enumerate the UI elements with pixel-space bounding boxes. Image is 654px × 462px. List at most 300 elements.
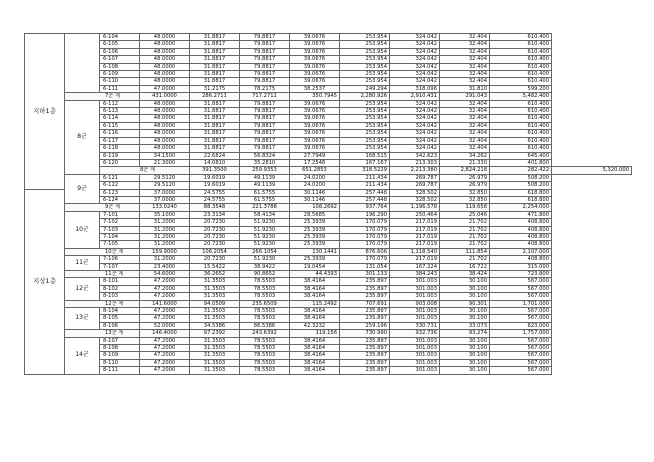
- table-cell: 39.0676: [290, 56, 340, 63]
- unit-id: 8-101: [100, 278, 140, 285]
- table-cell: 48.0000: [140, 145, 190, 152]
- table-cell: 38.4164: [290, 359, 340, 366]
- subtotal-cell: 221.3788: [240, 204, 290, 211]
- subtotal-cell: 282.422: [490, 167, 552, 174]
- table-cell: 39.0676: [290, 137, 340, 144]
- table-cell: 301.003: [390, 359, 440, 366]
- table-cell: 31.8817: [190, 100, 240, 107]
- table-row: [25, 285, 632, 292]
- table-cell: 48.0000: [140, 41, 190, 48]
- subtotal-cell: 651.2853: [290, 167, 340, 174]
- table-cell: 27.7949: [290, 152, 340, 159]
- table-cell: 196.290: [340, 211, 390, 218]
- table-cell: 235.897: [340, 345, 390, 352]
- table-row: [25, 226, 632, 233]
- subtotal-cell: 717.2711: [240, 93, 290, 100]
- table-cell: 47.2000: [140, 367, 190, 374]
- table-cell: 51.9230: [240, 241, 290, 248]
- table-cell: 47.2000: [140, 337, 190, 344]
- table-row: [25, 115, 632, 122]
- subtotal-cell: 932.736: [390, 330, 440, 337]
- table-cell: 24.5755: [190, 196, 240, 203]
- table-cell: 31.3503: [190, 315, 240, 322]
- group-label: 10군: [65, 211, 100, 248]
- subtotal-cell: 318.5229: [340, 167, 390, 174]
- table-cell: 21.3000: [140, 159, 190, 166]
- table-cell: 31.3503: [190, 352, 240, 359]
- unit-id: 6-114: [100, 115, 140, 122]
- unit-id: 6-111: [100, 85, 140, 92]
- table-cell: 48.0000: [140, 34, 190, 41]
- table-row: [25, 345, 632, 352]
- table-cell: 35.1000: [140, 211, 190, 218]
- table-cell: 610.400: [490, 71, 552, 78]
- subtotal-cell: 90.8652: [240, 271, 290, 278]
- table-cell: 31.8817: [190, 108, 240, 115]
- table-cell: 324.042: [390, 130, 440, 137]
- table-cell: 25.3939: [290, 256, 340, 263]
- table-cell: 167.224: [390, 263, 440, 270]
- table-cell: 328.502: [390, 196, 440, 203]
- table-cell: 48.0000: [140, 115, 190, 122]
- table-cell: 235.897: [340, 293, 390, 300]
- unit-id: 8-111: [100, 367, 140, 374]
- table-cell: 610.400: [490, 130, 552, 137]
- subtotal-cell: 93.274: [440, 330, 490, 337]
- table-cell: 30.100: [440, 278, 490, 285]
- table-cell: 25.046: [440, 211, 490, 218]
- table-cell: 217.019: [390, 219, 440, 226]
- table-cell: 78.5503: [240, 352, 290, 359]
- table-cell: 599.200: [490, 85, 552, 92]
- table-cell: 21.702: [440, 233, 490, 240]
- table-cell: 324.042: [390, 41, 440, 48]
- table-cell: 567.000: [490, 367, 552, 374]
- table-cell: 301.003: [390, 352, 440, 359]
- subtotal-cell: 2,280.926: [340, 93, 390, 100]
- table-row: [25, 278, 632, 285]
- floor-label: 지하1층: [25, 34, 65, 190]
- unit-id: 6-112: [100, 100, 140, 107]
- table-row: [25, 56, 632, 63]
- subtotal-cell: 2,107.000: [490, 248, 552, 255]
- table-cell: 38.4164: [290, 367, 340, 374]
- table-cell: 567.000: [490, 345, 552, 352]
- subtotal-row: [25, 167, 632, 174]
- table-row: [25, 41, 632, 48]
- table-cell: 324.042: [390, 137, 440, 144]
- subtotal-label: 11군 계: [65, 271, 140, 278]
- table-cell: 315.000: [490, 263, 552, 270]
- subtotal-cell: 291.043: [440, 93, 490, 100]
- table-cell: 86.5386: [240, 322, 290, 329]
- table-cell: 32.404: [440, 137, 490, 144]
- subtotal-row: [25, 248, 632, 255]
- table-cell: 249.294: [340, 85, 390, 92]
- table-cell: 31.3503: [190, 285, 240, 292]
- table-cell: 38.4164: [290, 352, 340, 359]
- table-cell: 49.1139: [240, 174, 290, 181]
- table-cell: 32.404: [440, 34, 490, 41]
- table-cell: 167.167: [340, 159, 390, 166]
- subtotal-cell: 286.2711: [190, 93, 240, 100]
- subtotal-cell: 937.764: [340, 204, 390, 211]
- table-cell: 567.000: [490, 278, 552, 285]
- table-cell: 567.000: [490, 315, 552, 322]
- subtotal-row: [25, 93, 632, 100]
- table-cell: 32.404: [440, 63, 490, 70]
- subtotal-cell: 5,482.400: [490, 93, 552, 100]
- table-cell: 235.897: [340, 367, 390, 374]
- subtotal-cell: 723.800: [490, 271, 552, 278]
- table-cell: 508.200: [490, 182, 552, 189]
- unit-id: 8-106: [100, 322, 140, 329]
- table-row: [25, 34, 632, 41]
- table-cell: 32.404: [440, 108, 490, 115]
- table-cell: 408.800: [490, 226, 552, 233]
- subtotal-cell: 108.2692: [290, 204, 340, 211]
- table-cell: 22.6824: [190, 152, 240, 159]
- table-cell: 47.2000: [140, 359, 190, 366]
- table-cell: 38.9422: [240, 263, 290, 270]
- table-cell: 48.0000: [140, 71, 190, 78]
- table-cell: 78.5503: [240, 337, 290, 344]
- unit-id: 8-104: [100, 308, 140, 315]
- table-cell: 35.2810: [240, 159, 290, 166]
- table-cell: 79.8817: [240, 145, 290, 152]
- table-cell: 31.8817: [190, 145, 240, 152]
- table-cell: 24.5755: [190, 189, 240, 196]
- table-cell: 610.400: [490, 122, 552, 129]
- table-cell: 47.2000: [140, 285, 190, 292]
- table-cell: 342.623: [390, 152, 440, 159]
- unit-id: 6-117: [100, 137, 140, 144]
- table-row: [25, 367, 632, 374]
- table-cell: 38.4164: [290, 337, 340, 344]
- table-cell: 623.000: [490, 322, 552, 329]
- table-cell: 408.800: [490, 256, 552, 263]
- subtotal-cell: 431.0000: [140, 93, 190, 100]
- subtotal-label: 12군 계: [65, 300, 140, 307]
- table-cell: 47.2000: [140, 278, 190, 285]
- table-cell: 31.8817: [190, 63, 240, 70]
- table-cell: 78.5503: [240, 293, 290, 300]
- subtotal-row: [25, 330, 632, 337]
- table-cell: 32.850: [440, 196, 490, 203]
- table-row: [25, 233, 632, 240]
- table-cell: 29.5120: [140, 174, 190, 181]
- subtotal-label: 7군 계: [65, 93, 140, 100]
- unit-id: 7-101: [100, 211, 140, 218]
- table-cell: 610.400: [490, 63, 552, 70]
- table-cell: 253.954: [340, 100, 390, 107]
- table-cell: 24.0200: [290, 174, 340, 181]
- subtotal-label: 9군 계: [65, 204, 140, 211]
- subtotal-cell: 2,213.380: [390, 167, 440, 174]
- table-cell: 131.054: [340, 263, 390, 270]
- unit-id: 6-120: [100, 159, 140, 166]
- table-cell: 48.0000: [140, 100, 190, 107]
- table-cell: 31.8817: [190, 122, 240, 129]
- table-cell: 253.954: [340, 137, 390, 144]
- table-cell: 79.8817: [240, 34, 290, 41]
- table-cell: 78.5503: [240, 308, 290, 315]
- table-cell: 610.400: [490, 115, 552, 122]
- table-cell: 32.404: [440, 100, 490, 107]
- table-cell: 38.4164: [290, 278, 340, 285]
- table-cell: 235.897: [340, 315, 390, 322]
- table-cell: 235.897: [340, 285, 390, 292]
- table-row: [25, 48, 632, 55]
- table-cell: 213.303: [390, 159, 440, 166]
- table-cell: 211.434: [340, 174, 390, 181]
- table-cell: 610.400: [490, 48, 552, 55]
- unit-id: 6-115: [100, 122, 140, 129]
- table-cell: 25.3939: [290, 219, 340, 226]
- unit-id: 8-107: [100, 337, 140, 344]
- subtotal-label: 13군 계: [65, 330, 140, 337]
- unit-id: 6-116: [100, 130, 140, 137]
- table-row: [25, 322, 632, 329]
- table-cell: 25.3939: [290, 233, 340, 240]
- table-cell: 301.003: [390, 337, 440, 344]
- table-row: [25, 108, 632, 115]
- table-cell: 39.0676: [290, 48, 340, 55]
- table-cell: 408.800: [490, 233, 552, 240]
- table-cell: 235.897: [340, 308, 390, 315]
- table-cell: 253.954: [340, 115, 390, 122]
- subtotal-row: [25, 204, 632, 211]
- table-cell: 32.404: [440, 122, 490, 129]
- table-cell: 269.787: [390, 174, 440, 181]
- table-cell: 37.0000: [140, 189, 190, 196]
- subtotal-label: 10군 계: [65, 248, 140, 255]
- table-cell: 235.897: [340, 337, 390, 344]
- table-cell: 31.2000: [140, 226, 190, 233]
- table-cell: 401.800: [490, 159, 552, 166]
- table-cell: 31.8817: [190, 115, 240, 122]
- table-cell: 253.954: [340, 108, 390, 115]
- table-cell: 30.1146: [290, 189, 340, 196]
- table-cell: 269.787: [390, 182, 440, 189]
- table-cell: 20.7230: [190, 226, 240, 233]
- table-cell: 301.003: [390, 315, 440, 322]
- subtotal-cell: 1,118.540: [390, 248, 440, 255]
- floor-label: 지상1층: [25, 189, 65, 374]
- subtotal-cell: 2,254.000: [490, 204, 552, 211]
- table-cell: 31.8817: [190, 48, 240, 55]
- subtotal-cell: 1,757.000: [490, 330, 552, 337]
- table-row: [25, 241, 632, 248]
- table-cell: 48.0000: [140, 137, 190, 144]
- table-cell: 324.042: [390, 115, 440, 122]
- table-cell: 31.8817: [190, 78, 240, 85]
- table-cell: 257.448: [340, 189, 390, 196]
- table-cell: 39.0676: [290, 122, 340, 129]
- table-cell: 618.800: [490, 189, 552, 196]
- table-row: [25, 63, 632, 70]
- subtotal-cell: 1,701.000: [490, 300, 552, 307]
- table-cell: 47.0000: [140, 85, 190, 92]
- table-cell: 30.100: [440, 308, 490, 315]
- table-cell: 39.0676: [290, 78, 340, 85]
- table-cell: 38.4164: [290, 345, 340, 352]
- unit-id: 6-119: [100, 152, 140, 159]
- subtotal-cell: 90.301: [440, 300, 490, 307]
- table-cell: 39.0676: [290, 34, 340, 41]
- subtotal-cell: 350.7945: [290, 93, 340, 100]
- table-cell: 301.003: [390, 308, 440, 315]
- table-cell: 52.0000: [140, 322, 190, 329]
- subtotal-cell: 119.156: [290, 330, 340, 337]
- table-cell: 48.0000: [140, 122, 190, 129]
- table-cell: 567.000: [490, 308, 552, 315]
- table-cell: 19.0454: [290, 263, 340, 270]
- table-cell: 253.954: [340, 41, 390, 48]
- table-row: [25, 308, 632, 315]
- table-cell: 39.0676: [290, 41, 340, 48]
- table-cell: 31.8817: [190, 71, 240, 78]
- subtotal-cell: 133.0240: [140, 204, 190, 211]
- table-cell: 408.800: [490, 219, 552, 226]
- table-cell: 51.9230: [240, 226, 290, 233]
- table-cell: 21.702: [440, 219, 490, 226]
- table-cell: 567.000: [490, 293, 552, 300]
- table-cell: 38.4164: [290, 285, 340, 292]
- table-row: [25, 211, 632, 218]
- table-cell: 31.3503: [190, 278, 240, 285]
- subtotal-cell: 44.4393: [290, 271, 340, 278]
- table-cell: 20.7230: [190, 241, 240, 248]
- subtotal-cell: 54.6000: [140, 271, 190, 278]
- table-cell: 259.196: [340, 322, 390, 329]
- table-cell: 78.5503: [240, 285, 290, 292]
- table-cell: 79.8817: [240, 130, 290, 137]
- table-cell: 26.979: [440, 182, 490, 189]
- table-cell: 328.502: [390, 189, 440, 196]
- unit-id: 6-113: [100, 108, 140, 115]
- table-cell: 31.3503: [190, 293, 240, 300]
- table-cell: 17.2548: [290, 159, 340, 166]
- table-cell: 170.079: [340, 241, 390, 248]
- unit-id: 7-106: [100, 256, 140, 263]
- table-cell: 31.8817: [190, 41, 240, 48]
- table-row: [25, 182, 632, 189]
- table-cell: 56.8324: [240, 152, 290, 159]
- subtotal-cell: 391.3500: [190, 167, 240, 174]
- table-cell: 32.404: [440, 41, 490, 48]
- table-cell: 30.100: [440, 359, 490, 366]
- table-cell: 610.400: [490, 100, 552, 107]
- table-cell: 32.404: [440, 78, 490, 85]
- table-cell: 645.400: [490, 152, 552, 159]
- table-cell: 30.100: [440, 352, 490, 359]
- table-cell: 253.954: [340, 56, 390, 63]
- table-row: [25, 130, 632, 137]
- table-row: [25, 152, 632, 159]
- unit-id: 6-123: [100, 189, 140, 196]
- table-cell: 30.100: [440, 367, 490, 374]
- table-cell: 235.897: [340, 359, 390, 366]
- table-row: [25, 100, 632, 107]
- table-cell: 34.262: [440, 152, 490, 159]
- subtotal-cell: 1,196.578: [390, 204, 440, 211]
- subtotal-cell: 5,320.000: [552, 167, 632, 174]
- table-cell: 48.0000: [140, 48, 190, 55]
- table-cell: 324.042: [390, 63, 440, 70]
- subtotal-cell: 97.2392: [190, 330, 240, 337]
- table-cell: 28.5685: [290, 211, 340, 218]
- table-cell: 32.404: [440, 145, 490, 152]
- table-cell: 31.3503: [190, 337, 240, 344]
- unit-id: 8-103: [100, 293, 140, 300]
- table-cell: 324.042: [390, 78, 440, 85]
- subtotal-cell: 876.606: [340, 248, 390, 255]
- table-cell: 217.019: [390, 241, 440, 248]
- table-cell: 235.897: [340, 278, 390, 285]
- unit-id: 8-108: [100, 345, 140, 352]
- table-cell: 31.8817: [190, 56, 240, 63]
- table-cell: 31.2000: [140, 233, 190, 240]
- table-row: [25, 85, 632, 92]
- table-cell: 19.6019: [190, 174, 240, 181]
- table-cell: 47.2000: [140, 315, 190, 322]
- table-row: [25, 174, 632, 181]
- unit-id: 7-104: [100, 233, 140, 240]
- table-cell: 61.5755: [240, 196, 290, 203]
- table-cell: 51.9230: [240, 219, 290, 226]
- table-cell: 79.8817: [240, 41, 290, 48]
- subtotal-cell: 707.691: [340, 300, 390, 307]
- unit-id: 6-110: [100, 78, 140, 85]
- subtotal-row: [25, 300, 632, 307]
- table-cell: 217.019: [390, 226, 440, 233]
- table-cell: 32.404: [440, 56, 490, 63]
- table-cell: 21.702: [440, 226, 490, 233]
- table-cell: 20.7230: [190, 233, 240, 240]
- table-row: [25, 71, 632, 78]
- table-cell: 51.9230: [240, 256, 290, 263]
- table-cell: 31.810: [440, 85, 490, 92]
- table-row: [25, 263, 632, 270]
- table-cell: 61.5755: [240, 189, 290, 196]
- subtotal-cell: 730.990: [340, 330, 390, 337]
- table-cell: 78.2175: [240, 85, 290, 92]
- table-cell: 170.079: [340, 219, 390, 226]
- unit-id: 6-124: [100, 196, 140, 203]
- table-row: [25, 337, 632, 344]
- table-cell: 47.2000: [140, 308, 190, 315]
- subtotal-cell: 903.008: [390, 300, 440, 307]
- subtotal-cell: 119.658: [440, 204, 490, 211]
- table-cell: 235.897: [340, 352, 390, 359]
- table-cell: 37.0000: [140, 196, 190, 203]
- unit-id: 6-109: [100, 71, 140, 78]
- table-cell: 408.800: [490, 241, 552, 248]
- table-cell: 567.000: [490, 285, 552, 292]
- table-row: [25, 189, 632, 196]
- table-cell: 217.019: [390, 233, 440, 240]
- subtotal-cell: 115.2492: [290, 300, 340, 307]
- table-row: [25, 145, 632, 152]
- subtotal-cell: 130.1441: [290, 248, 340, 255]
- subtotal-cell: 38.424: [440, 271, 490, 278]
- table-cell: 170.079: [340, 226, 390, 233]
- table-cell: 253.954: [340, 48, 390, 55]
- group-label: 9군: [65, 174, 100, 204]
- table-cell: 39.0676: [290, 145, 340, 152]
- table-row: [25, 137, 632, 144]
